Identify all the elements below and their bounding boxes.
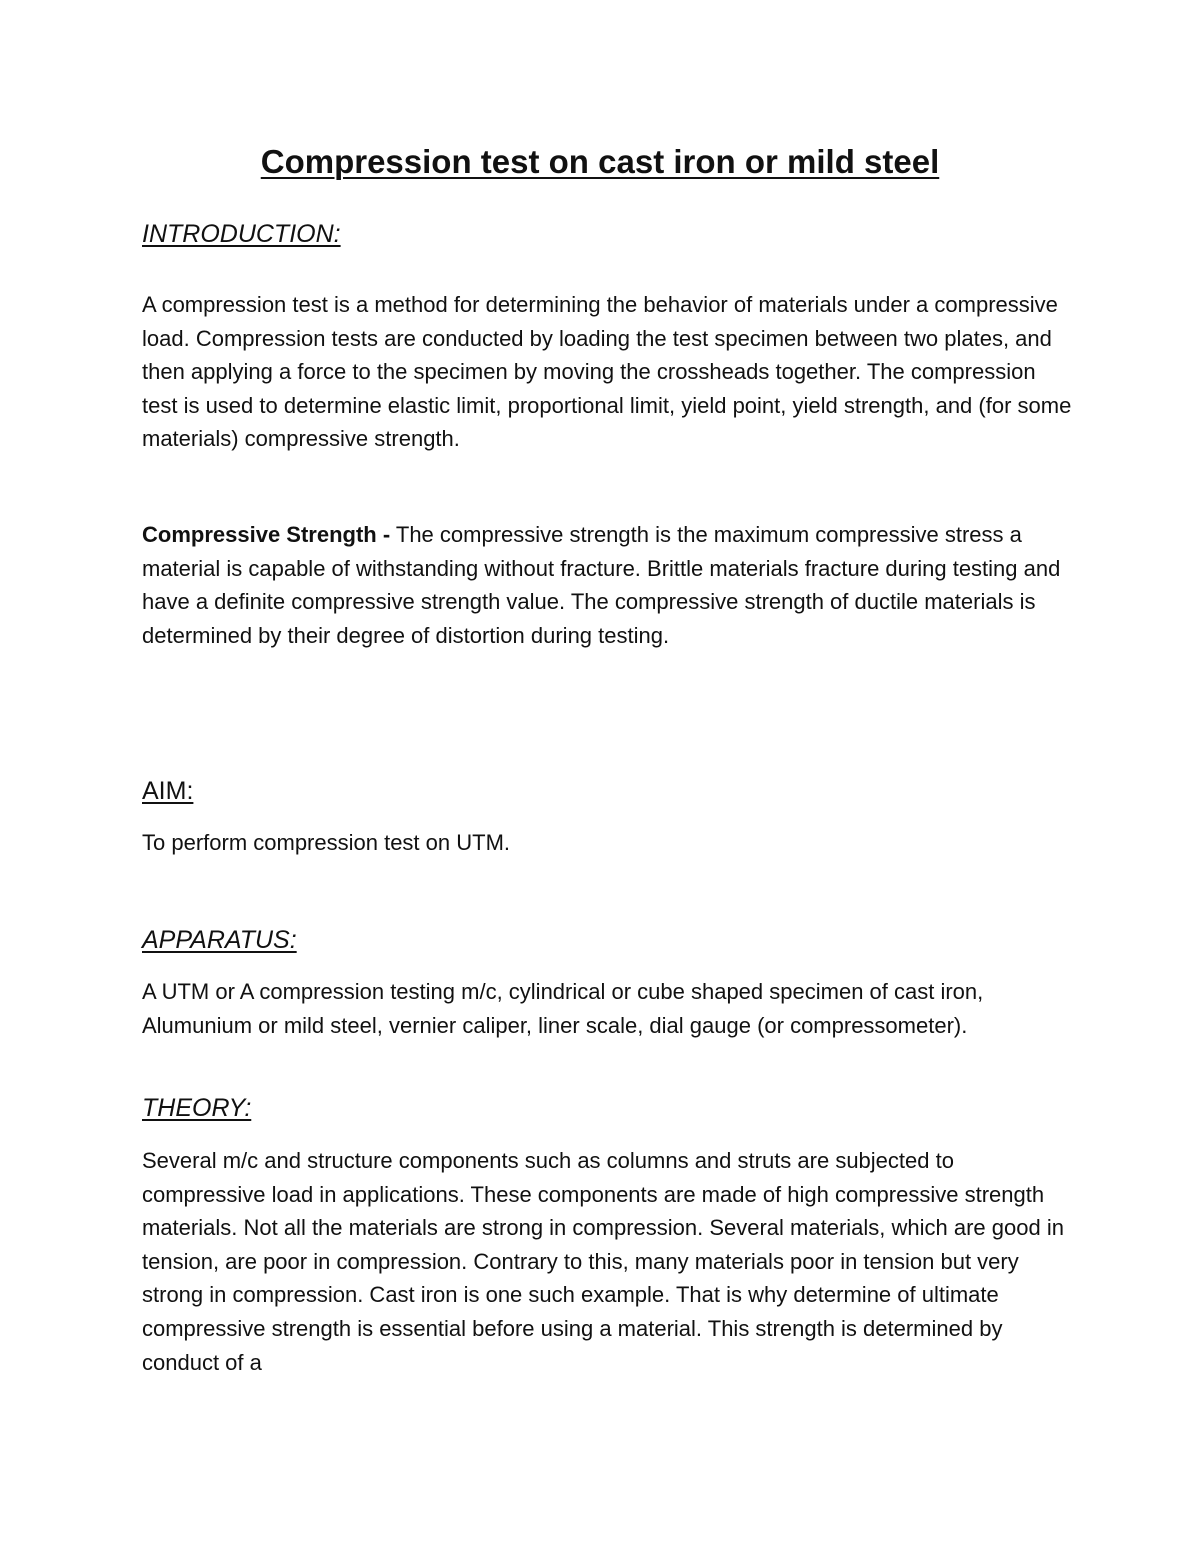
compressive-strength-paragraph: [142, 518, 1072, 652]
aim-paragraph: To perform compression test on UTM.: [142, 830, 511, 855]
theory-paragraph: Several m/c and structure components such as columns and struts are subjected to compressive load in applications. These components are made of high compressive strength materials. Not all the materials are strong in compression. Several materials, which are good in tension, are poor in compression. Contrary to this, many materials poor in tension but very strong in compression. Cast iron is one such example. That is why determine of ultimate compressive strength is essential before using a material. This strength is determined by conduct of a: [142, 1148, 1064, 1375]
introduction-paragraph: A compression test is a method for determining the behavior of materials under a compressive load. Compression tests are conducted by loading the test specimen between two plates, and then applying a force to the specimen by moving the crossheads together. The compression test is used to determine elastic limit, proportional limit, yield point, yield strength, and (for some materials) compressive strength.: [142, 292, 1072, 452]
compressive-strength-definition: The compressive strength is the maximum compressive stress a material is capable of withstanding without fracture. Brittle materials fracture during testing and have a definite compressive strength value. The compressive strength of ductile materials is determined by their degree of distortion during testing.: [142, 522, 1061, 648]
compressive-strength-term: Compressive Strength -: [142, 522, 391, 547]
apparatus-heading: APPARATUS:: [142, 926, 297, 954]
theory-heading: THEORY:: [142, 1094, 252, 1122]
document-title: Compression test on cast iron or mild steel: [260, 143, 940, 180]
apparatus-paragraph: A UTM or A compression testing m/c, cylindrical or cube shaped specimen of cast iron, Alumunium or mild steel, vernier caliper, liner scale, dial gauge (or compressometer).: [142, 979, 984, 1038]
aim-heading: AIM:: [142, 777, 194, 805]
introduction-heading: INTRODUCTION:: [142, 220, 341, 248]
